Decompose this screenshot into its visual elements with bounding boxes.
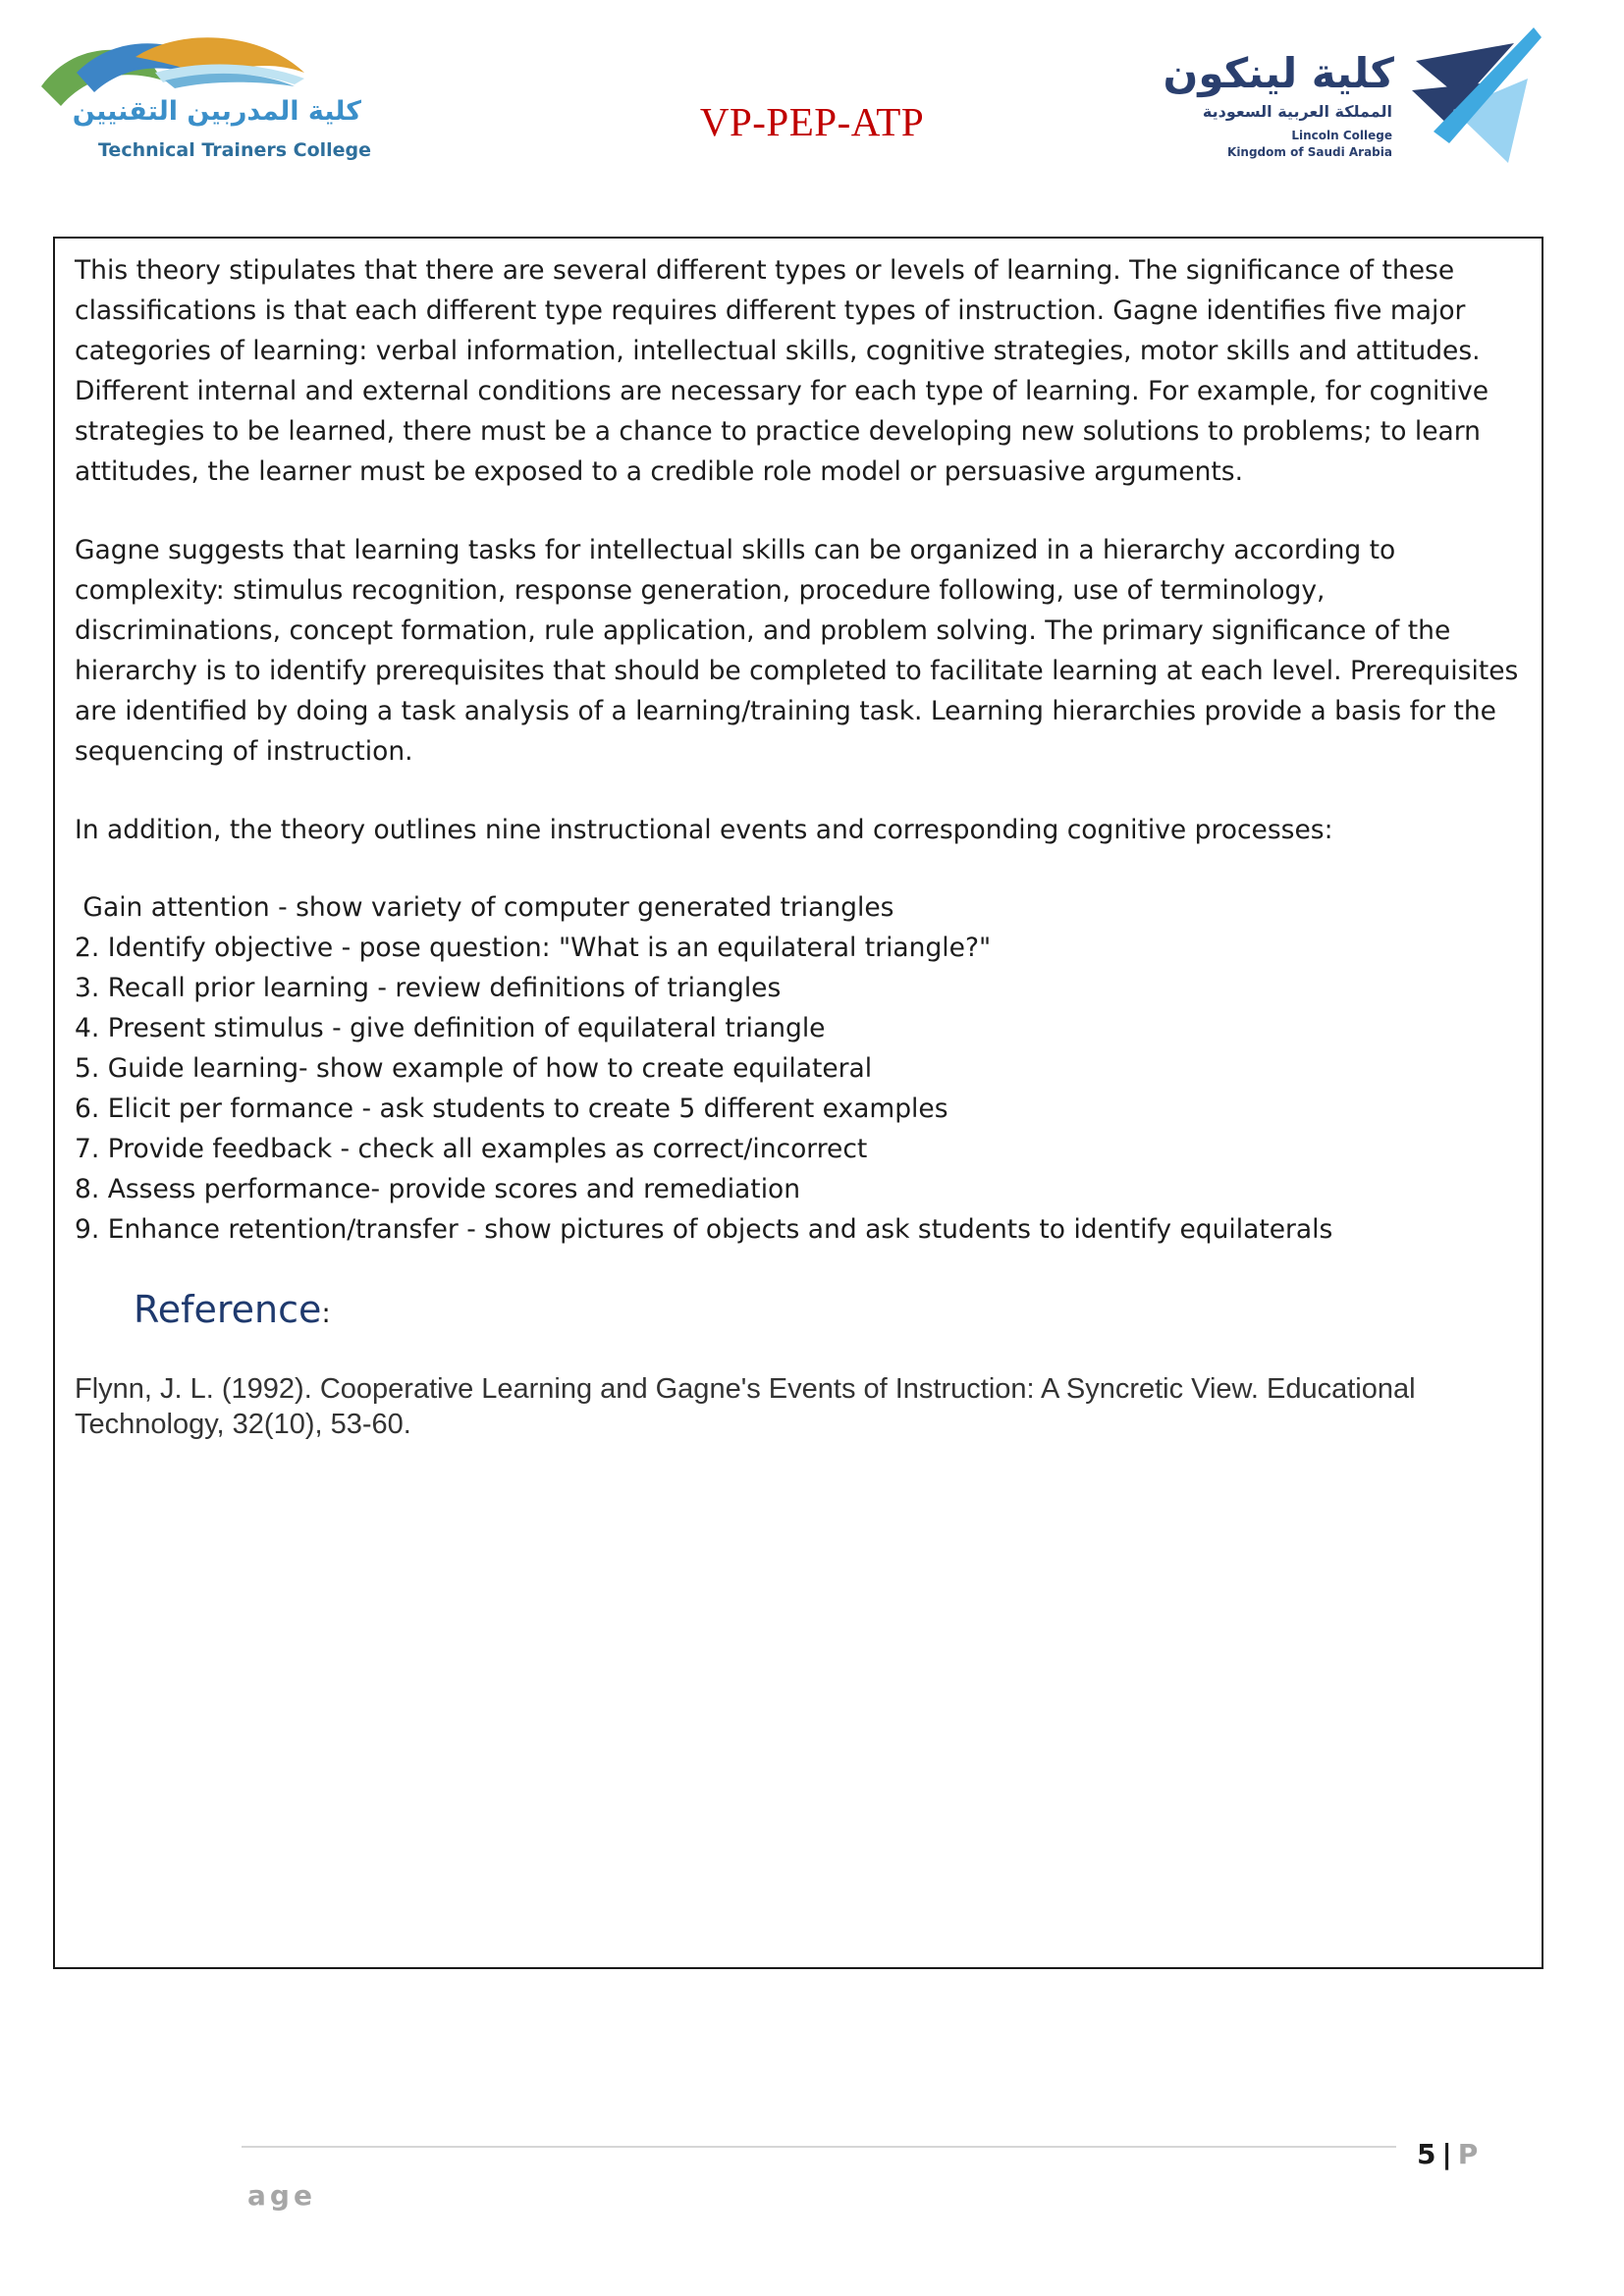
college-english-name: Technical Trainers College (98, 139, 372, 161)
page-title: VP-PEP-ATP (699, 99, 925, 144)
list-item: Gain attention - show variety of computer generated triangles (75, 892, 894, 923)
reference-heading-text: Reference (134, 1288, 322, 1331)
footer-divider (242, 2146, 1396, 2148)
lincoln-english-name: Lincoln College (1291, 129, 1392, 142)
lincoln-college-logo-icon (1394, 22, 1542, 169)
page-number-separator: | (1441, 2138, 1452, 2170)
reference-citation: Flynn, J. L. (1992). Cooperative Learning and Gagne's Events of Instruction: A Syncretic View. Educational Technology, 32(10), 53-60. (75, 1373, 1416, 1440)
content-box (53, 237, 1543, 1969)
list-item: 6. Elicit per formance - ask students to create 5 different examples (75, 1094, 948, 1124)
page-label-p: P (1457, 2138, 1479, 2170)
reference-colon: : (321, 1297, 331, 1329)
list-item: 5. Guide learning- show example of how to create equilateral (75, 1053, 873, 1084)
content-body (75, 250, 1528, 1442)
list-item: 7. Provide feedback - check all examples as correct/incorrect (75, 1134, 868, 1164)
college-arabic-name: كلية المدربين التقنيين (72, 96, 361, 127)
page-label-age: age (247, 2179, 316, 2212)
lincoln-arabic-country: المملكة العربية السعودية (1202, 102, 1392, 121)
list-item: 4. Present stimulus - give definition of equilateral triangle (75, 1013, 826, 1043)
lincoln-english-country: Kingdom of Saudi Arabia (1227, 145, 1392, 159)
page-number (1417, 2138, 1478, 2170)
list-item: 3. Recall prior learning - review definitions of triangles (75, 973, 782, 1003)
paragraph-learning-types: This theory stipulates that there are several different types or levels of learning. The significance of these classifications is that each different type requires different types of instruction. Gagne identifies five major categories of learning: verbal information, intellectual skills, cognitive strategies, motor skills and attitudes. Different internal and external conditions are necessary for each type of learning. For example, for cognitive strategies to be learned, there must be a chance to practice developing new solutions to problems; to learn attitudes, the learner must be exposed to a credible role model or persuasive arguments. (75, 255, 1489, 487)
instructional-events-list (75, 887, 1528, 1250)
lincoln-college-logo (1163, 22, 1542, 169)
paragraph-instructional-events-intro: In addition, the theory outlines nine instructional events and corresponding cognitive processes: (75, 815, 1333, 845)
list-item: 9. Enhance retention/transfer - show pictures of objects and ask students to identify equilaterals (75, 1214, 1333, 1245)
list-item: 2. Identify objective - pose question: "What is an equilateral triangle?" (75, 933, 992, 963)
list-item: 8. Assess performance- provide scores and remediation (75, 1174, 801, 1204)
reference-heading (134, 1285, 1528, 1338)
lincoln-arabic-name: كلية لينكون (1163, 49, 1394, 97)
paragraph-learning-hierarchy: Gagne suggests that learning tasks for intellectual skills can be organized in a hierarchy according to complexity: stimulus recognition, response generation, procedure following, use of terminology, discriminations, concept formation, rule application, and problem solving. The primary significance of the hierarchy is to identify prerequisites that should be completed to facilitate learning at each level. Prerequisites are identified by doing a task analysis of a learning/training task. Learning hierarchies provide a basis for the sequencing of instruction. (75, 535, 1519, 767)
page-number-value: 5 (1417, 2138, 1436, 2170)
